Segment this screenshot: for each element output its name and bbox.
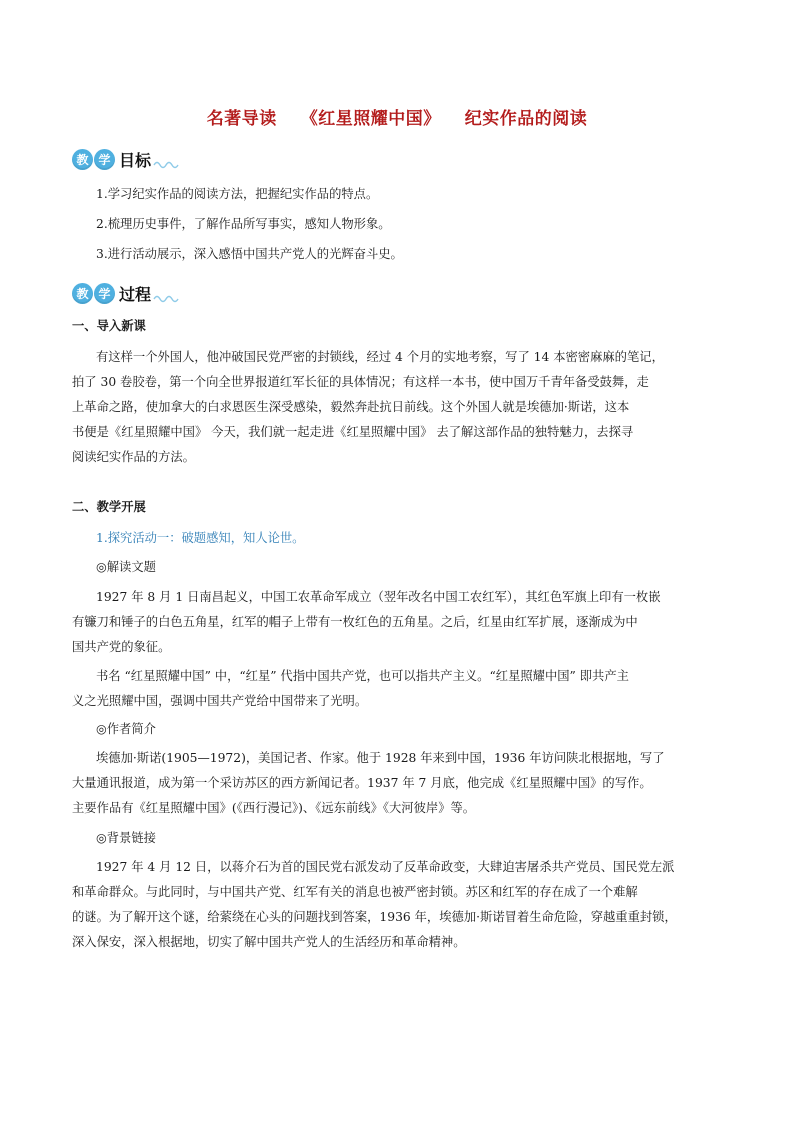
paragraph-line: 义之光照耀中国，强调中国共产党给中国带来了光明。 [72, 694, 368, 708]
paragraph-line: 有镰刀和锤子的白色五角星，红军的帽子上带有一枚红色的五角星。之后，红星由红军扩展，逐渐成为中 [72, 615, 638, 629]
swirl-decoration-icon [153, 159, 179, 169]
activity-heading: 1.探究活动一：破题感知，知人论世。 [96, 531, 305, 545]
process-banner [72, 280, 179, 306]
paragraph-line: 国共产党的象征。 [72, 640, 171, 654]
title-part-3: 纪实作品的阅读 [464, 109, 588, 129]
paragraph-line: 埃德加·斯诺(1905—1972)，美国记者、作家。他于 1928 年来到中国，1936 年访问陕北根据地，写了 [96, 751, 665, 765]
swirl-decoration-icon [153, 293, 179, 303]
goals-banner [72, 146, 179, 172]
paragraph-line: 上革命之路，使加拿大的白求恩医生深受感染，毅然奔赴抗日前线。这个外国人就是埃德加·斯诺，这本 [72, 400, 630, 414]
subsection-label: ◎作者简介 [96, 722, 156, 736]
section-heading: 一、导入新课 [72, 319, 146, 333]
title-part-2: 《红星照耀中国》 [300, 109, 441, 129]
process-banner-text: 过程 [119, 284, 152, 304]
title-part-1: 名著导读 [206, 109, 277, 129]
goals-banner-text: 目标 [119, 150, 152, 170]
paragraph-line: 阅读纪实作品的方法。 [72, 450, 195, 464]
paragraph-line: 1927 年 8 月 1 日南昌起义，中国工农革命军成立（翌年改名中国工农红军），其红色军旗上印有一枚嵌 [96, 590, 661, 604]
paragraph-line: 和革命群众。与此同时，与中国共产党、红军有关的消息也被严密封锁。苏区和红军的存在成了一个难解 [72, 885, 638, 899]
paragraph-line: 主要作品有《红星照耀中国》(《西行漫记》)、《远东前线》《大河彼岸》等。 [72, 801, 476, 815]
paragraph-line: 的谜。为了解开这个谜，给萦绕在心头的问题找到答案，1936 年，埃德加·斯诺冒着生命危险，穿越重重封锁， [72, 910, 677, 924]
section-heading: 二、教学开展 [72, 500, 146, 514]
goal-item: 2.梳理历史事件，了解作品所写事实，感知人物形象。 [96, 217, 391, 231]
subsection-label: ◎解读文题 [96, 560, 156, 574]
paragraph-line: 有这样一个外国人，他冲破国民党严密的封锁线，经过 4 个月的实地考察，写了 14 本密密麻麻的笔记， [96, 350, 664, 364]
paragraph-line: 大量通讯报道，成为第一个采访苏区的西方新闻记者。1937 年 7 月底，他完成《红星照耀中国》的写作。 [72, 776, 652, 790]
paragraph-line: 1927 年 4 月 12 日，以蒋介石为首的国民党右派发动了反革命政变，大肆迫害屠杀共产党员、国民党左派 [96, 860, 675, 874]
banner-bubble-2: 学 [94, 149, 115, 170]
paragraph-line: 拍了 30 卷胶卷，第一个向全世界报道红军长征的具体情况；有这样一本书，使中国万千青年备受鼓舞，走 [72, 375, 649, 389]
paragraph-line: 深入保安，深入根据地，切实了解中国共产党人的生活经历和革命精神。 [72, 935, 466, 949]
goal-item: 1.学习纪实作品的阅读方法，把握纪实作品的特点。 [96, 187, 379, 201]
banner-bubble-1: 教 [72, 283, 93, 304]
banner-bubble-2: 学 [94, 283, 115, 304]
page-title [0, 104, 794, 129]
banner-bubble-1: 教 [72, 149, 93, 170]
goal-item: 3.进行活动展示，深入感悟中国共产党人的光辉奋斗史。 [96, 247, 403, 261]
paragraph-line: 书便是《红星照耀中国》 今天，我们就一起走进《红星照耀中国》 去了解这部作品的独特魅力，去探寻 [72, 425, 634, 439]
paragraph-line: 书名 “红星照耀中国” 中，“红星” 代指中国共产党，也可以指共产主义。“红星照耀中国” 即共产主 [96, 669, 629, 683]
subsection-label: ◎背景链接 [96, 831, 156, 845]
